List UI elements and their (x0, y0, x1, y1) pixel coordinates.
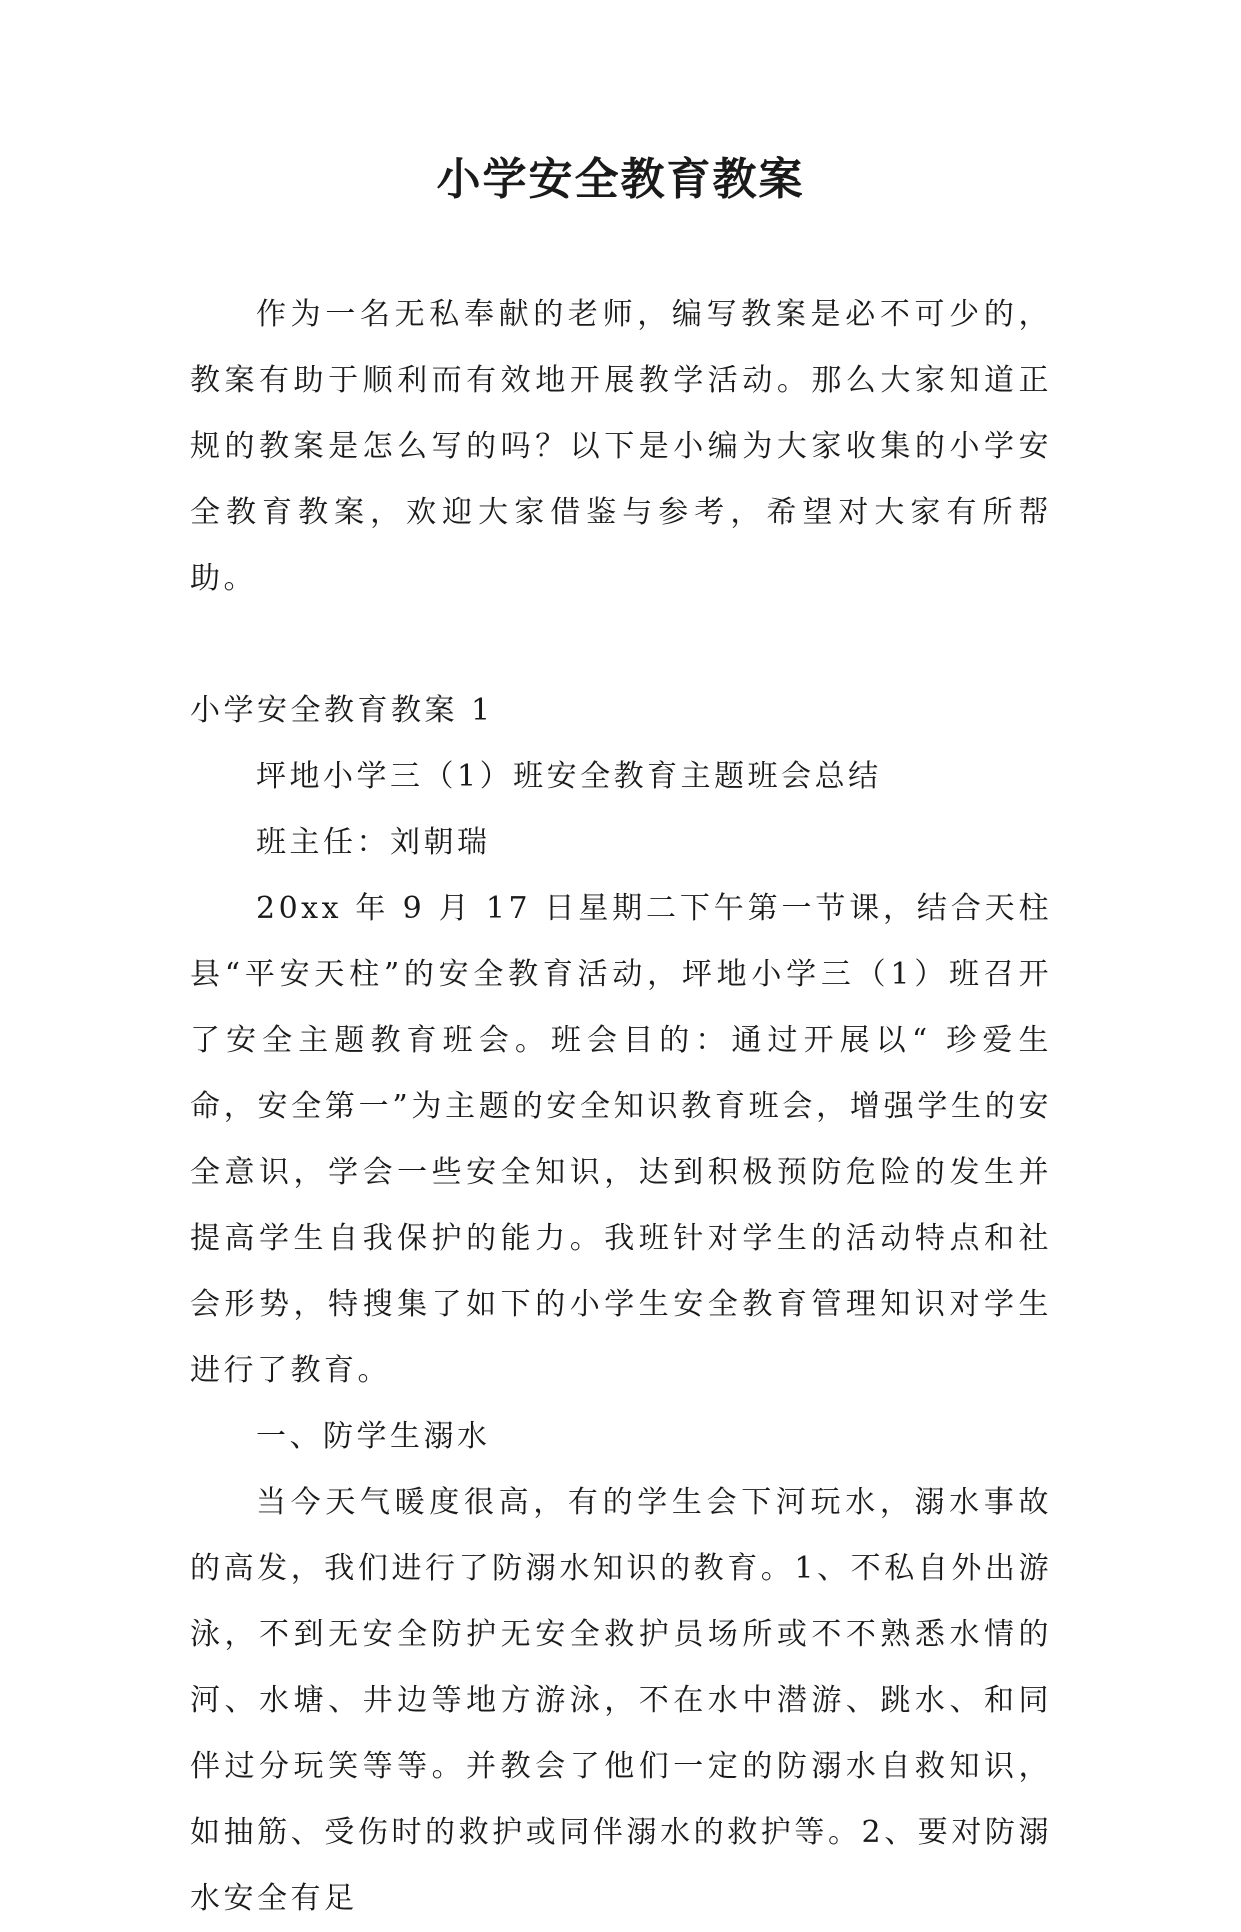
subsection-heading: 一、防学生溺水 (256, 1419, 491, 1454)
body-paragraph: 20xx 年 9 月 17 日星期二下午第一节课，结合天柱县“平安天柱”的安全教育活动，坪地小学三（1）班召开了安全主题教育班会。班会目的：通过开展以“ 珍爱生命，安全第一”为主题的安全知识教育班会，增强学生的安全意识，学会一些安全知识，达到积极预防危险的发生并提高学生自我保护的能力。我班针对学生的活动特点和社会形势，特搜集了如下的小学生安全教育管理知识对学生进行了教育。 (190, 891, 1052, 1388)
document-body (190, 282, 1052, 1932)
document-title: 小学安全教育教案 (436, 154, 805, 205)
section-heading: 小学安全教育教案 1 (190, 693, 494, 728)
body-paragraph: 当今天气暖度很高，有的学生会下河玩水，溺水事故的高发，我们进行了防溺水知识的教育。1、不私自外出游泳，不到无安全防护无安全救护员场所或不不熟悉水情的河、水塘、井边等地方游泳，不在水中潜游、跳水、和同伴过分玩笑等等。并教会了他们一定的防溺水自救知识，如抽筋、受伤时的救护或同伴溺水的救护等。2、要对防溺水安全有足 (190, 1485, 1052, 1916)
report-subtitle: 坪地小学三（1）班安全教育主题班会总结 (256, 759, 882, 794)
intro-paragraph: 作为一名无私奉献的老师，编写教案是必不可少的，教案有助于顺利而有效地开展教学活动。那么大家知道正规的教案是怎么写的吗？以下是小编为大家收集的小学安全教育教案，欢迎大家借鉴与参考，希望对大家有所帮助。 (190, 297, 1052, 596)
teacher-line: 班主任：刘朝瑞 (256, 825, 491, 860)
